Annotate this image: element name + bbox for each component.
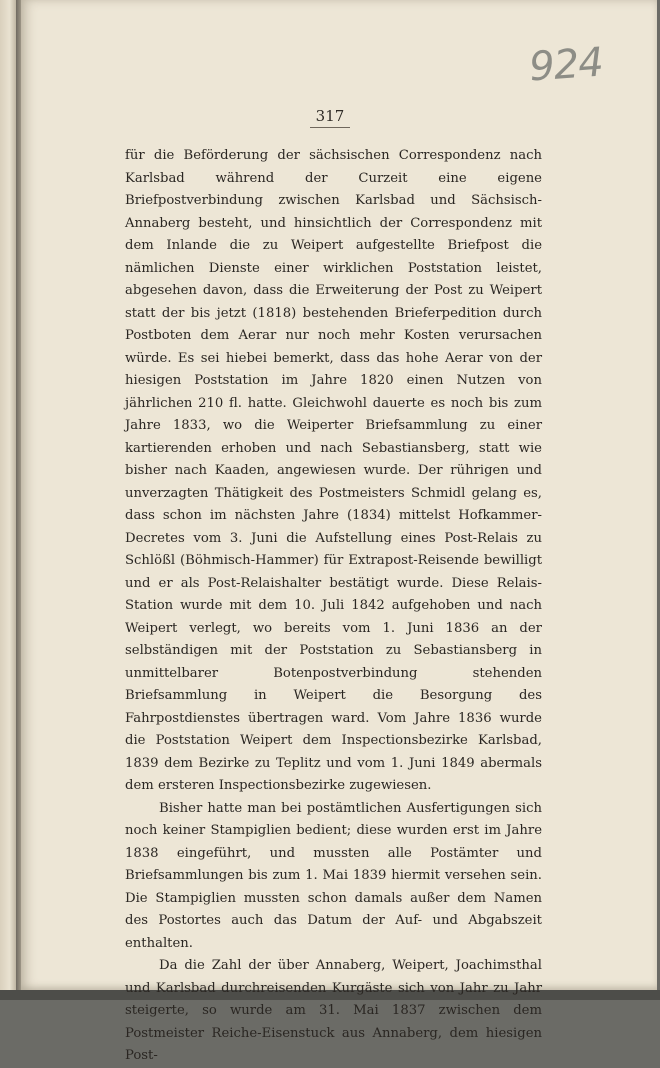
paragraph: für die Beförderung der sächsischen Correspondenz nach Karlsbad während der Curzeit eine eigene Briefpostverbindung zwischen Karlsbad und Sächsisch-Annaberg besteht, und hinsichtlich der Correspondenz mit dem Inlande die zu Weipert aufgestellte Briefpost die nämlichen Dienste einer wirklichen Poststation leistet, abgesehen davon, dass die Erweiterung der Post zu Weipert statt der bis jetzt (1818) bestehenden Brieferpedition durch Postboten dem Aerar nur noch mehr Kosten verursachen würde. Es sei hiebei bemerkt, dass das hohe Aerar von der hiesigen Poststation im Jahre 1820 einen Nutzen von jährlichen 210 fl. hatte. Gleichwohl dauerte es noch bis zum Jahre 1833, wo die Weiperter Briefsammlung zu einer kartierenden erhoben und nach Sebastiansberg, statt wie bisher nach Kaaden, angewiesen wurde. Der rührigen und unverzagten Thätigkeit des Postmeisters Schmidl gelang es, dass schon im nächsten Jahre (1834) mittelst Hofkammer-Decretes vom 3. Juni die Aufstellung eines Post-Relais zu Schlößl (Böhmisch-Hammer) für Extrapost-Reisende bewilligt und er als Post-Relaishalter bestätigt wurde. Diese Relais-Station wurde mit dem 10. Juli 1842 aufgehoben und nach Weipert verlegt, wo bereits vom 1. Juni 1836 an der selbständigen mit der Poststation zu Sebastiansberg in unmittelbarer Botenpostverbindung stehenden Briefsammlung in Weipert die Besorgung des Fahrpostdienstes übertragen ward. Vom Jahre 1836 wurde die Poststation Weipert dem Inspectionsbezirke Karlsbad, 1839 dem Bezirke zu Teplitz und vom 1. Juni 1849 abermals dem ersteren Inspectionsbezirke zugewiesen. bbox=[125, 148, 542, 793]
body-text bbox=[125, 145, 542, 1068]
paragraph: Da die Zahl der über Annaberg, Weipert, Joachimsthal und Karlsbad durchreisenden Kurgäste sich von Jahr zu Jahr steigerte, so wurde am 31. Mai 1837 zwischen dem Postmeister Reiche-Eisenstuck aus Annaberg, dem hiesigen Post- bbox=[125, 958, 542, 1063]
previous-page-edge bbox=[0, 0, 16, 1000]
page-number-rule bbox=[310, 127, 350, 128]
paragraph: Bisher hatte man bei postämtlichen Ausfertigungen sich noch keiner Stampiglien bedient; diese wurden erst im Jahre 1838 eingeführt, und mussten alle Postämter und Briefsammlungen bis zum 1. Mai 1839 hiermit versehen sein. Die Stampiglien mussten schon damals außer dem Namen des Postortes auch das Datum der Auf- und Abgabszeit enthalten. bbox=[125, 800, 542, 951]
page-number: 317 bbox=[315, 107, 345, 125]
handwritten-folio-number: 924 bbox=[527, 39, 605, 91]
